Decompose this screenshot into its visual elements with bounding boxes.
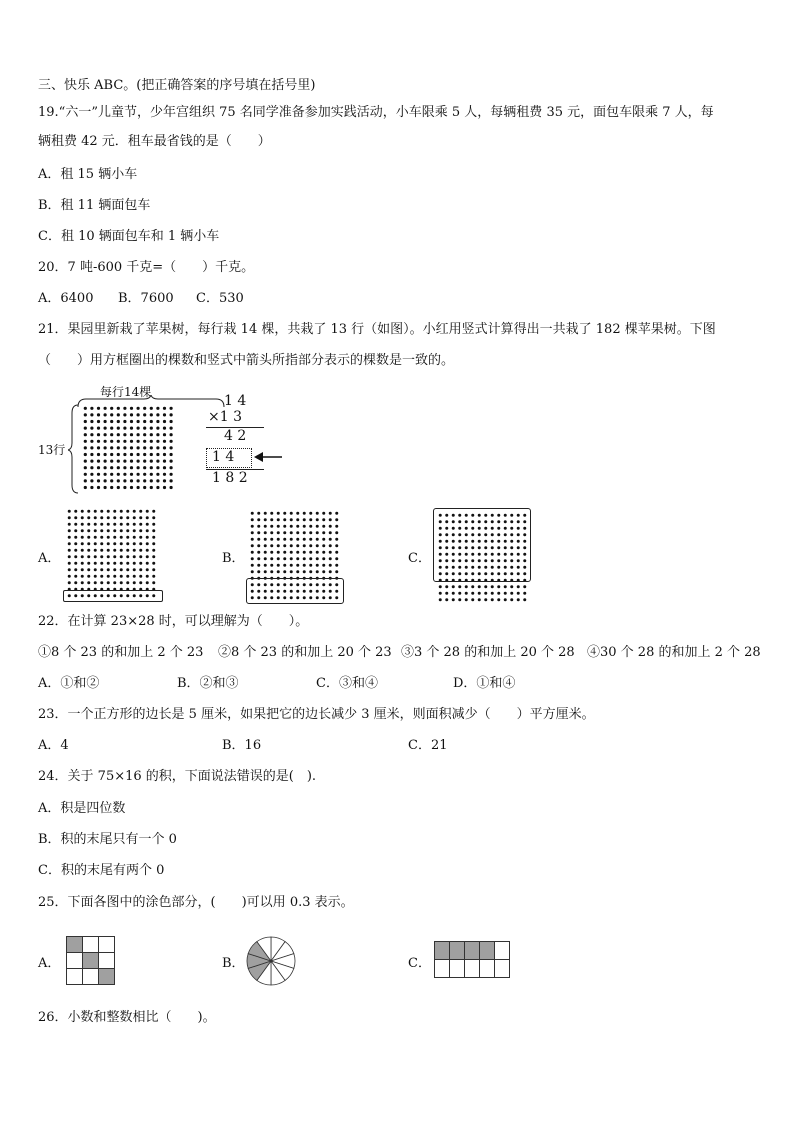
q20-option-b: B．7600 [118,291,174,306]
strip-cell [480,960,495,978]
q22-option-a: A．①和② [38,676,100,691]
arrow-left-icon [254,451,284,463]
q21-option-c-box [433,508,531,582]
q25-option-c-label: C． [408,956,431,971]
vertical-calculation [206,393,286,493]
strip-cell [435,960,450,978]
q21-option-b-box [246,578,344,604]
q23-option-b: B．16 [222,738,262,753]
q23-option-c: C．21 [408,738,448,753]
q20-stem: 20．7 吨-600 千克=（ ）千克。 [38,260,255,275]
q23-stem: 23．一个正方形的边长是 5 厘米，如果把它的边长减少 3 厘米，则面积减少（ ）平方厘米。 [38,707,595,722]
q21-main-figure [38,383,278,498]
q22-item-2: ②8 个 23 的和加上 20 个 23 [218,645,392,660]
strip-cell [495,960,510,978]
main-dot-grid [82,405,174,495]
q22-item-4: ④30 个 28 的和加上 2 个 28 [587,645,761,660]
left-brace [68,403,80,495]
q25-option-c-grid [434,941,514,979]
q24-option-a: A．积是四位数 [38,801,126,816]
q24-stem: 24．关于 75×16 的积，下面说法错误的是( ). [38,769,317,784]
q19-option-c: C．租 10 辆面包车和 1 辆小车 [38,229,220,244]
strip-cell [450,942,465,960]
q25-stem: 25．下面各图中的涂色部分，( )可以用 0.3 表示。 [38,895,354,910]
q24-option-c: C．积的末尾有两个 0 [38,863,165,878]
q21-stem-line1: 21．果园里新栽了苹果树，每行栽 14 棵，共栽了 13 行（如图）。小红用竖式计算得出一共栽了 182 棵苹果树。下图 [38,322,716,337]
q22-item-1: ①8 个 23 的和加上 2 个 23 [38,645,204,660]
q21-option-a-grid [66,508,157,603]
calc-row1: 1 4 [224,393,247,409]
calc-row2: ×1 3 [208,409,242,425]
q20-option-c: C．530 [196,291,244,306]
strip-cell [450,960,465,978]
q26-stem: 26．小数和整数相比（ )。 [38,1010,216,1025]
q25-option-a-grid [66,936,118,988]
q22-option-d: D．①和④ [453,676,516,691]
q25-option-b-circle [245,935,297,987]
q19-stem-line2: 辆租费 42 元．租车最省钱的是（ ） [38,134,271,149]
q22-option-b: B．②和③ [177,676,239,691]
section-header: 三、快乐 ABC。(把正确答案的序号填在括号里) [38,78,316,93]
calc-row3: 4 2 [224,428,247,444]
q21-option-a-label: A． [38,551,61,566]
q25-option-b-label: B． [222,956,245,971]
q22-stem: 22．在计算 23×28 时，可以理解为（ ）。 [38,614,309,629]
q24-option-b: B．积的末尾只有一个 0 [38,832,177,847]
q21-option-b-label: B． [222,551,245,566]
strip-cell [495,942,510,960]
q19-option-a: A．租 15 辆小车 [38,167,138,182]
q21-option-a-box [63,590,163,602]
calc-row4: 1 4 [212,449,235,465]
q21-stem-line2: （ ）用方框圈出的棵数和竖式中箭头所指部分表示的棵数是一致的。 [38,353,455,368]
calc-row5: 1 8 2 [212,470,248,486]
q22-option-c: C．③和④ [316,676,378,691]
q22-item-3: ③3 个 28 的和加上 20 个 28 [401,645,575,660]
strip-cell [465,960,480,978]
strip-cell [465,942,480,960]
strip-cell [435,942,450,960]
col-label: 13行 [38,443,66,457]
q23-option-a: A．4 [38,738,69,753]
q25-option-a-label: A． [38,956,61,971]
q19-option-b: B．租 11 辆面包车 [38,198,151,213]
q19-stem-line1: 19.“六一”儿童节，少年宫组织 75 名同学准备参加实践活动，小车限乘 5 人，每辆租费 35 元，面包车限乘 7 人，每 [38,105,714,120]
q20-option-a: A．6400 [38,291,94,306]
q21-option-c-label: C． [408,551,431,566]
row-label: 每行14棵 [100,385,152,399]
strip-cell [480,942,495,960]
